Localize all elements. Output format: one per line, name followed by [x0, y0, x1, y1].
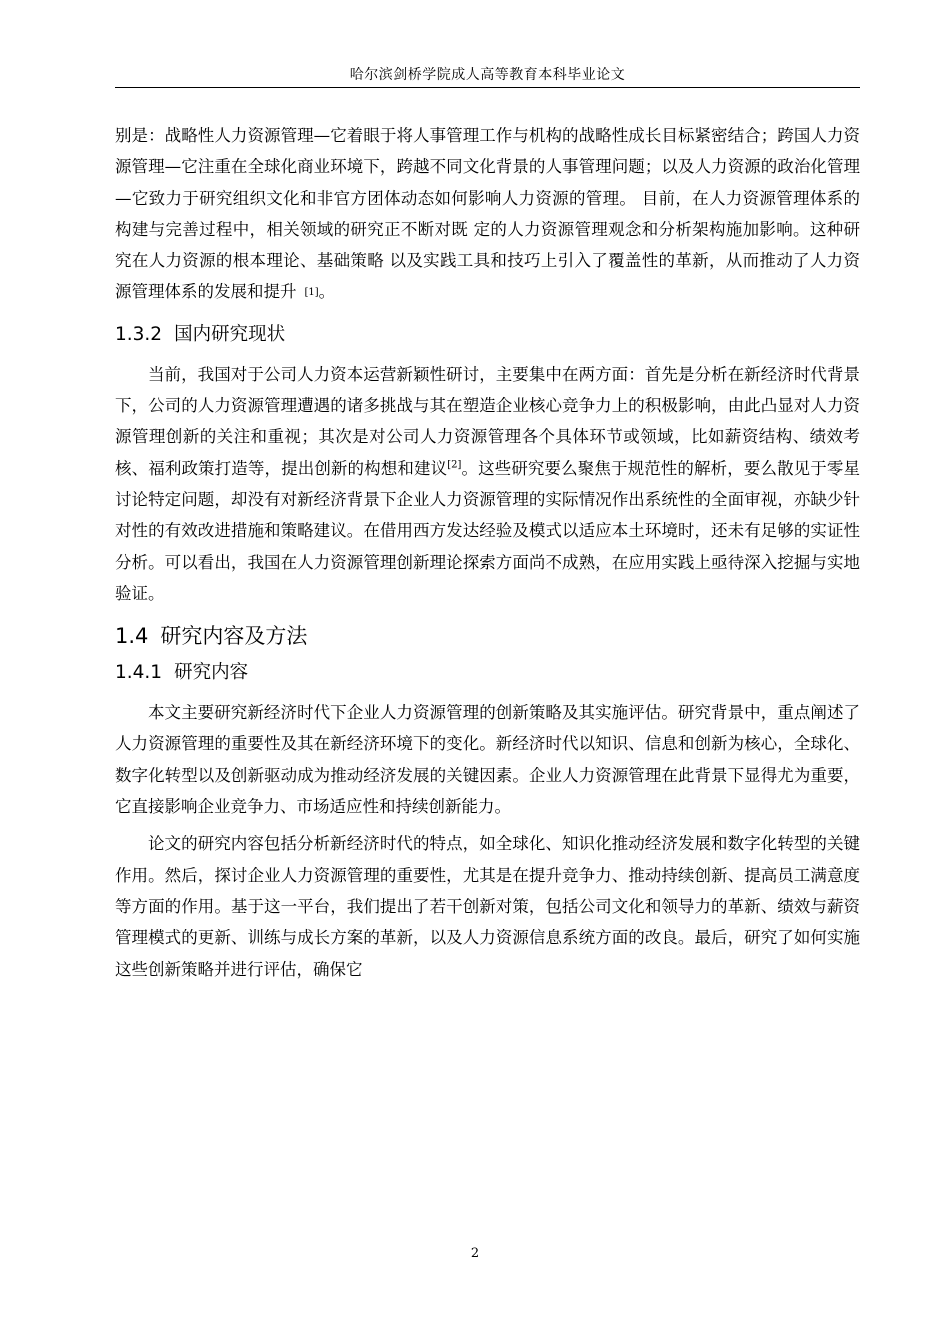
section-heading-1-3-2 — [115, 321, 860, 349]
section-number: 1.3.2 — [115, 323, 163, 345]
paragraph-continued — [115, 120, 860, 309]
section-number: 1.4.1 — [115, 662, 163, 684]
paragraph-research-content: 论文的研究内容包括分析新经济时代的特点，如全球化、知识化推动经济发展和数字化转型的关键作用。然后，探讨企业人力资源管理的重要性，尤其是在提升竞争力、推动持续创新、提高员工满意度等方面的作用。基于这一平台，我们提出了若干创新对策，包括公司文化和领导力的革新、绩效与薪资管理模式的更新、训练与成长方案的革新，以及人力资源信息系统方面的改良。最后，研究了如何实施这些创新策略并进行评估，确保它 — [115, 834, 860, 979]
page-body — [115, 120, 860, 985]
paragraph-text-continued: 。这些研究要么聚焦于规范性的解析，要么散见于零星讨论特定问题，却没有对新经济背景下企业人力资源管理的实际情况作出系统性的全面审视，亦缺少针对性的有效改进措施和策略建议。在借用西方发达经验及模式以适应本土环境时，还未有足够的实证性分析。可以看出，我国在人力资源管理创新理论探索方面尚不成熟，在应用实践上亟待深入挖掘与实地验证。 — [115, 458, 861, 603]
paragraph-tail: 。 — [318, 282, 336, 302]
section-number: 1.4 — [115, 624, 149, 649]
section-title: 研究内容及方法 — [160, 624, 308, 649]
citation-2: [2] — [447, 459, 462, 471]
page-number: 2 — [470, 1246, 480, 1261]
paragraph-text: 别是：战略性人力资源管理—它着眼于将人事管理工作与机构的战略性成长目标紧密结合；跨国人力资源管理—它注重在全球化商业环境下，跨越不同文化背景的人事管理问题；以及人力资源的政治化管理—它致力于研究组织文化和非官方团体动态如何影响人力资源的管理。 目前，在人力资源管理体系的构建与完善过程中，相关领域的研究正不断对既 定的人力资源管理观念和分析架构施加影响。这种研究在人力资源的根本理论、基础策略 以及实践工具和技巧上引入了覆盖性的革新，从而推动了人力资源管理体系的发展和提升 — [115, 126, 860, 302]
paragraph-domestic-research — [115, 359, 860, 609]
paragraph-research-background: 本文主要研究新经济时代下企业人力资源管理的创新策略及其实施评估。研究背景中，重点阐述了人力资源管理的重要性及其在新经济环境下的变化。新经济时代以知识、信息和创新为核心，全球化、数字化转型以及创新驱动成为推动经济发展的关键因素。企业人力资源管理在此背景下显得尤为重要，它直接影响企业竞争力、市场适应性和持续创新能力。 — [115, 703, 860, 817]
citation-1: [1] — [304, 287, 319, 299]
section-heading-1-4 — [115, 621, 860, 651]
paragraph-text: 当前，我国对于公司人力资本运营新颖性研讨，主要集中在两方面：首先是分析在新经济时代背景下，公司的人力资源管理遭遇的诸多挑战与其在塑造企业核心竞争力上的积极影响，由此凸显对人力资源管理创新的关注和重视；其次是对公司人力资源管理各个具体环节或领域，比如薪资结构、绩效考核、福利政策打造等，提出创新的构想和建议 — [115, 364, 860, 478]
section-heading-1-4-1 — [115, 659, 860, 687]
section-title: 研究内容 — [174, 662, 249, 684]
page-header: 哈尔滨剑桥学院成人高等教育本科毕业论文 — [349, 67, 626, 83]
section-title: 国内研究现状 — [174, 323, 286, 345]
header-divider — [115, 87, 860, 88]
